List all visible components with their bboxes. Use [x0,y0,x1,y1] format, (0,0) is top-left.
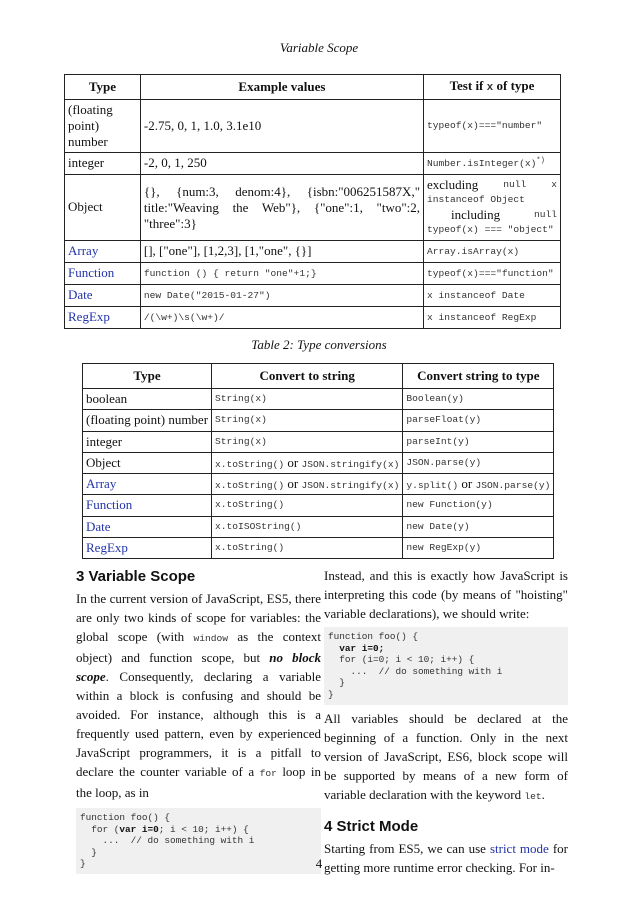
from-string-cell: Boolean(y) [403,389,554,410]
code-line: ... // do something with i [328,665,503,677]
examples-cell: /(\w+)\s(\w+)/ [140,307,423,329]
test-cell: typeof(x)==="function" [424,263,561,285]
table-row [65,175,561,241]
header-var: x [486,82,494,95]
table-row [65,241,561,263]
table-row [83,410,554,431]
to-string-cell [212,474,403,495]
text: as the context object) and function scope, but [76,629,322,665]
table-header-row [83,364,554,389]
table-header-row [65,75,561,100]
header-text: of type [496,78,535,94]
test-cell [424,175,561,241]
paragraph: Instead, and this is exactly how JavaScript is interpreting this code (by means of "hoisting" variable declarations), we should write: [324,568,568,621]
to-string-cell: String(x) [212,389,403,410]
type-test-table [64,74,561,329]
to-string-cell: String(x) [212,431,403,452]
strict-mode-link[interactable]: strict mode [489,840,549,856]
code-line: for (i=0; i < 10; i++) { [328,654,475,666]
to-string-cell: String(x) [212,410,403,431]
code-line: var i=0; [328,642,385,654]
text: . [541,786,545,802]
type-conversion-table [82,363,554,559]
running-header: Variable Scope [279,40,359,55]
table-row [83,537,554,558]
code-line: } [80,846,97,858]
type-cell: Array [83,474,212,495]
code-line: } [328,688,334,700]
section-heading: 4 Strict Mode [324,817,419,835]
type-cell: Date [83,516,212,537]
test-code: x [551,179,557,190]
from-string-cell [403,474,554,495]
code-line: ... // do something with i [80,835,255,847]
or-text: or [287,454,299,470]
right-column [324,566,568,877]
to-string-cell: x.toISOString() [212,516,403,537]
type-cell: RegExp [83,537,212,558]
table-row [83,452,554,473]
or-text: or [287,476,299,491]
column-header: Example values [140,75,423,100]
table-row [83,474,554,495]
type-cell: integer [83,431,212,452]
examples-cell: [], ["one"], [1,2,3], [1,"one", {}] [140,241,423,263]
table-row [83,389,554,410]
text: In the current version of JavaScript, ES5, there are only two kinds of scope for variables: the global scope (with [76,591,321,644]
table-row [83,516,554,537]
code-block [324,627,568,705]
table-row [65,100,561,153]
table-caption: Table 2: Type conversions [251,337,387,352]
code-text: JSON.parse(y) [475,480,551,491]
table-row [83,495,554,516]
test-cell: typeof(x)==="number" [424,100,561,153]
text: Starting from ES5, we can use [324,840,486,856]
examples-cell: new Date("2015-01-27") [140,285,423,307]
column-header: Convert to string [212,364,403,389]
to-string-cell: x.toString() [212,537,403,558]
test-cell: Array.isArray(x) [424,241,561,263]
table-row [65,285,561,307]
type-cell: Function [83,495,212,516]
type-cell: Object [83,452,212,473]
test-cell [424,153,561,175]
from-string-cell: new RegExp(y) [403,537,554,558]
code-line [80,824,317,836]
test-code: null [533,209,557,220]
type-cell: RegExp [65,307,141,329]
column-header: Type [65,75,141,100]
type-cell: Function [65,263,141,285]
column-header: Convert string to type [403,364,554,389]
code-text: x.toString() [215,480,285,491]
type-cell: Array [65,241,141,263]
column-header: Type [83,364,212,389]
code-text: ; i < 10; i++) { [158,823,249,835]
test-code: Number.isInteger(x) [427,158,537,170]
type-cell: Date [65,285,141,307]
text: loop in the loop, as in [76,764,321,800]
text: All variables should be declared at the beginning of a function. Only in the next version of JavaScript, ES6, block scope will be supported by means of a new form of variable declaration with the keyword [324,710,568,802]
from-string-cell: new Function(y) [403,495,554,516]
text: . Consequently, declaring a variable within a block is confusing and should be avoided. For instance, although this is a frequently used pattern, even by experienced JavaScript programmers, it is a pitfall to declare the counter variable of a [76,669,321,779]
from-string-cell: JSON.parse(y) [403,452,554,473]
code-line: function foo() { [328,631,419,642]
to-string-cell: x.toString() [212,495,403,516]
type-cell: (floating point) number [65,100,141,153]
type-cell: integer [65,153,141,175]
footnote-mark: *) [536,156,545,165]
table-row [65,307,561,329]
code-line: } [80,858,86,870]
test-code: instanceof Object [427,194,525,205]
type-cell: boolean [83,389,212,410]
type-cell: (floating point) number [83,410,212,431]
test-cell: x instanceof Date [424,285,561,307]
to-string-cell [212,452,403,473]
test-text: excluding [427,177,479,192]
code-text: y.split() [406,480,459,491]
table-row [65,153,561,175]
examples-cell: function () { return "one"+1;} [140,263,423,285]
emphasis: no block scope [76,650,321,684]
table-row [83,431,554,452]
from-string-cell: new Date(y) [403,516,554,537]
examples-cell: -2, 0, 1, 250 [140,153,423,175]
code-text: for ( [80,823,120,835]
header-text: Test if [449,78,484,94]
paragraph [76,589,321,802]
test-code: null [503,179,527,190]
test-text: including [451,207,501,222]
code-line: } [328,677,345,689]
text: for getting more runtime error checking. For in- [324,840,569,875]
code-text: x.toString() [215,458,285,470]
code-text: JSON.stringify(x) [301,480,400,491]
paragraph [324,709,568,806]
left-column [76,566,321,878]
test-cell: x instanceof RegExp [424,307,561,329]
examples-cell: -2.75, 0, 1, 1.0, 3.1e10 [140,100,423,153]
or-text: or [461,476,473,491]
column-header [424,75,561,100]
from-string-cell: parseFloat(y) [403,410,554,431]
inline-code: window [193,633,229,644]
code-line: function foo() { [80,812,171,823]
inline-code: for [259,768,277,779]
section-heading: 3 Variable Scope [76,568,196,585]
code-text: JSON.stringify(x) [301,458,400,470]
table-row [65,263,561,285]
type-cell: Object [65,175,141,241]
code-keyword: var i=0 [119,823,159,835]
examples-cell: {}, {num:3, denom:4}, {isbn:"006251587X," title:"Weaving the Web"}, {"one":1, "two":2, "three":3} [140,175,423,241]
test-code: typeof(x) === "object" [427,224,554,235]
page-number: 4 [315,856,323,871]
from-string-cell: parseInt(y) [403,431,554,452]
inline-code: let [524,790,542,802]
